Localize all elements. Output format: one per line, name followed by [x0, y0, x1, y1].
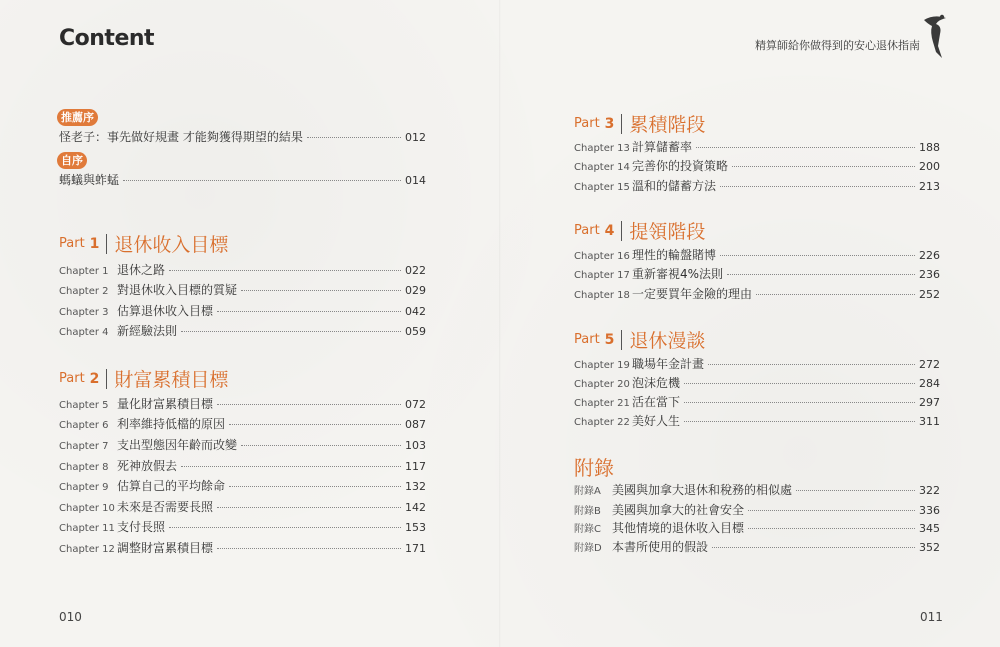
toc-entry-chapter-15[interactable]: [574, 177, 940, 194]
toc-entry-chapter-11[interactable]: [59, 518, 426, 535]
entry-page: 087: [405, 418, 426, 431]
entry-page: 059: [405, 325, 426, 338]
leader-dots: [217, 507, 401, 508]
entry-title: 支付長照: [117, 520, 166, 534]
entry-title: 理性的輪盤賭博: [632, 248, 717, 262]
part-name: 累積階段: [629, 114, 706, 136]
chapter-label: Chapter 16: [574, 251, 630, 262]
chapter-label: Chapter 19: [574, 360, 630, 371]
entry-page: 345: [919, 522, 940, 535]
leader-dots: [217, 404, 401, 405]
entry-title: 估算自己的平均餘命: [117, 479, 226, 493]
part-name: 退休收入目標: [114, 234, 229, 256]
toc-entry-chapter-1[interactable]: [59, 261, 426, 278]
toc-entry-chapter-20[interactable]: [574, 374, 940, 391]
toc-entry-chapter-7[interactable]: [59, 436, 426, 453]
part-heading-2: [59, 365, 228, 392]
entry-page: 352: [919, 541, 940, 554]
entry-title: 支出型態因年齡而改變: [117, 438, 238, 452]
entry-title: 計算儲蓄率: [632, 140, 693, 154]
part-divider: [621, 114, 622, 134]
part-divider: [106, 234, 107, 254]
leader-dots: [241, 290, 401, 291]
toc-entry-chapter-6[interactable]: [59, 415, 426, 432]
part-number: 3: [604, 115, 615, 132]
chapter-label: Chapter 14: [574, 162, 630, 173]
part-label: Part: [574, 332, 600, 347]
leader-dots: [307, 137, 401, 138]
leader-dots: [756, 294, 915, 295]
toc-entry-chapter-9[interactable]: [59, 477, 426, 494]
entry-title: 利率維持低檔的原因: [117, 417, 226, 431]
entry-title: 未來是否需要長照: [117, 500, 214, 514]
appendix-label: 附錄C: [574, 524, 601, 535]
entry-page: 042: [405, 305, 426, 318]
appendix-heading: 附錄: [574, 456, 614, 480]
toc-entry-chapter-8[interactable]: [59, 457, 426, 474]
entry-page: 153: [405, 521, 426, 534]
entry-title: 其他情境的退休收入目標: [612, 521, 745, 535]
leader-dots: [229, 486, 401, 487]
part-number: 1: [89, 235, 100, 252]
leader-dots: [181, 466, 401, 467]
chapter-label: Chapter 12: [59, 544, 115, 555]
leader-dots: [229, 424, 401, 425]
toc-entry-chapter-4[interactable]: [59, 322, 426, 339]
chapter-label: Chapter 20: [574, 379, 630, 390]
chapter-label: Chapter 8: [59, 462, 109, 473]
entry-page: 336: [919, 504, 940, 517]
entry-page: 322: [919, 484, 940, 497]
leader-dots: [217, 548, 401, 549]
leader-dots: [720, 186, 915, 187]
foreword-badge: 推薦序: [57, 109, 98, 126]
entry-title: 職場年金計畫: [632, 357, 705, 371]
toc-entry-chapter-2[interactable]: [59, 281, 426, 298]
book-spine: [499, 0, 501, 647]
leader-dots: [684, 402, 915, 403]
entry-title: 美好人生: [632, 414, 681, 428]
toc-entry-chapter-17[interactable]: [574, 265, 940, 282]
toc-entry-appendix-d[interactable]: [574, 538, 940, 555]
toc-entry-appendix-a[interactable]: [574, 481, 940, 498]
part-heading-5: [574, 326, 705, 353]
leader-dots: [727, 274, 915, 275]
entry-page: 272: [919, 358, 940, 371]
leader-dots: [748, 510, 915, 511]
entry-title: 死神放假去: [117, 459, 178, 473]
part-heading-3: [574, 110, 705, 137]
entry-page: 072: [405, 398, 426, 411]
toc-entry-chapter-13[interactable]: [574, 138, 940, 155]
leader-dots: [684, 421, 915, 422]
entry-title: 溫和的儲蓄方法: [632, 179, 717, 193]
entry-title: 美國與加拿大的社會安全: [612, 503, 745, 517]
part-name: 提領階段: [629, 221, 706, 243]
chapter-label: Chapter 15: [574, 182, 630, 193]
toc-entry-chapter-18[interactable]: [574, 285, 940, 302]
toc-entry-preface[interactable]: [59, 171, 426, 188]
entry-title: 泡沫危機: [632, 376, 681, 390]
chapter-label: Chapter 6: [59, 420, 109, 431]
leader-dots: [712, 547, 915, 548]
entry-page: 213: [919, 180, 940, 193]
chapter-label: Chapter 17: [574, 270, 630, 281]
flying-figure-logo-icon: [920, 12, 950, 60]
toc-entry-chapter-12[interactable]: [59, 539, 426, 556]
entry-title: 美國與加拿大退休和稅務的相似處: [612, 483, 793, 497]
part-name: 退休漫談: [629, 330, 706, 352]
chapter-label: Chapter 7: [59, 441, 109, 452]
entry-page: 117: [405, 460, 426, 473]
part-number: 5: [604, 331, 615, 348]
part-divider: [621, 221, 622, 241]
appendix-label: 附錄B: [574, 506, 601, 517]
part-name: 財富累積目標: [114, 369, 229, 391]
entry-title: 重新審視4%法則: [632, 267, 724, 281]
entry-page: 014: [405, 174, 426, 187]
part-label: Part: [59, 236, 85, 251]
chapter-label: Chapter 1: [59, 266, 109, 277]
entry-page: 297: [919, 396, 940, 409]
toc-entry-chapter-19[interactable]: [574, 355, 940, 372]
entry-page: 132: [405, 480, 426, 493]
entry-title: 對退休收入目標的質疑: [117, 283, 238, 297]
entry-page: 200: [919, 160, 940, 173]
leader-dots: [241, 445, 401, 446]
entry-title: 量化財富累積目標: [117, 397, 214, 411]
entry-title: 活在當下: [632, 395, 681, 409]
part-label: Part: [574, 223, 600, 238]
leader-dots: [169, 527, 401, 528]
leader-dots: [684, 383, 915, 384]
entry-page: 311: [919, 415, 940, 428]
toc-entry-chapter-3[interactable]: [59, 302, 426, 319]
part-divider: [106, 369, 107, 389]
chapter-label: Chapter 13: [574, 143, 630, 154]
part-number: 2: [89, 370, 100, 387]
part-label: Part: [59, 371, 85, 386]
entry-title: 調整財富累積目標: [117, 541, 214, 555]
leader-dots: [217, 311, 401, 312]
part-heading-4: [574, 217, 705, 244]
entry-page: 171: [405, 542, 426, 555]
part-divider: [621, 330, 622, 350]
chapter-label: Chapter 10: [59, 503, 115, 514]
preface-badge: 自序: [57, 152, 87, 169]
part-number: 4: [604, 222, 615, 239]
entry-page: 284: [919, 377, 940, 390]
toc-entry-chapter-22[interactable]: [574, 412, 940, 429]
toc-entry-chapter-21[interactable]: [574, 393, 940, 410]
leader-dots: [181, 331, 401, 332]
appendix-label: 附錄A: [574, 486, 601, 497]
toc-entry-chapter-16[interactable]: [574, 246, 940, 263]
part-heading-1: [59, 230, 228, 257]
entry-title: 本書所使用的假設: [612, 540, 709, 554]
entry-title: 新經驗法則: [117, 324, 178, 338]
chapter-label: Chapter 3: [59, 307, 109, 318]
leader-dots: [169, 270, 401, 271]
entry-page: 022: [405, 264, 426, 277]
entry-title: 怪老子：事先做好規畫 才能夠獲得期望的結果: [59, 130, 303, 144]
chapter-label: Chapter 11: [59, 523, 115, 534]
entry-page: 103: [405, 439, 426, 452]
book-title: 精算師給你做得到的安心退休指南: [755, 39, 920, 52]
entry-title: 估算退休收入目標: [117, 304, 214, 318]
entry-page: 252: [919, 288, 940, 301]
leader-dots: [748, 528, 915, 529]
chapter-label: Chapter 22: [574, 417, 630, 428]
entry-page: 236: [919, 268, 940, 281]
toc-entry-foreword[interactable]: [59, 128, 426, 145]
entry-page: 029: [405, 284, 426, 297]
content-title: Content: [59, 26, 155, 51]
part-label: Part: [574, 116, 600, 131]
entry-page: 226: [919, 249, 940, 262]
chapter-label: Chapter 2: [59, 286, 109, 297]
chapter-label: Chapter 9: [59, 482, 109, 493]
entry-page: 012: [405, 131, 426, 144]
leader-dots: [123, 180, 401, 181]
page-number-right: 011: [920, 610, 943, 624]
toc-entry-chapter-10[interactable]: [59, 498, 426, 515]
toc-entry-appendix-b[interactable]: [574, 501, 940, 518]
entry-page: 188: [919, 141, 940, 154]
toc-entry-chapter-5[interactable]: [59, 395, 426, 412]
entry-title: 退休之路: [117, 263, 166, 277]
entry-title: 完善你的投資策略: [632, 159, 729, 173]
leader-dots: [708, 364, 915, 365]
page-number-left: 010: [59, 610, 82, 624]
chapter-label: Chapter 21: [574, 398, 630, 409]
appendix-label: 附錄D: [574, 543, 602, 554]
chapter-label: Chapter 18: [574, 290, 630, 301]
leader-dots: [720, 255, 915, 256]
leader-dots: [796, 490, 915, 491]
leader-dots: [696, 147, 915, 148]
chapter-label: Chapter 5: [59, 400, 109, 411]
toc-entry-chapter-14[interactable]: [574, 157, 940, 174]
entry-page: 142: [405, 501, 426, 514]
chapter-label: Chapter 4: [59, 327, 109, 338]
toc-entry-appendix-c[interactable]: [574, 519, 940, 536]
leader-dots: [732, 166, 915, 167]
entry-title: 一定要買年金險的理由: [632, 287, 753, 301]
entry-title: 螞蟻與蚱蜢: [59, 173, 120, 187]
